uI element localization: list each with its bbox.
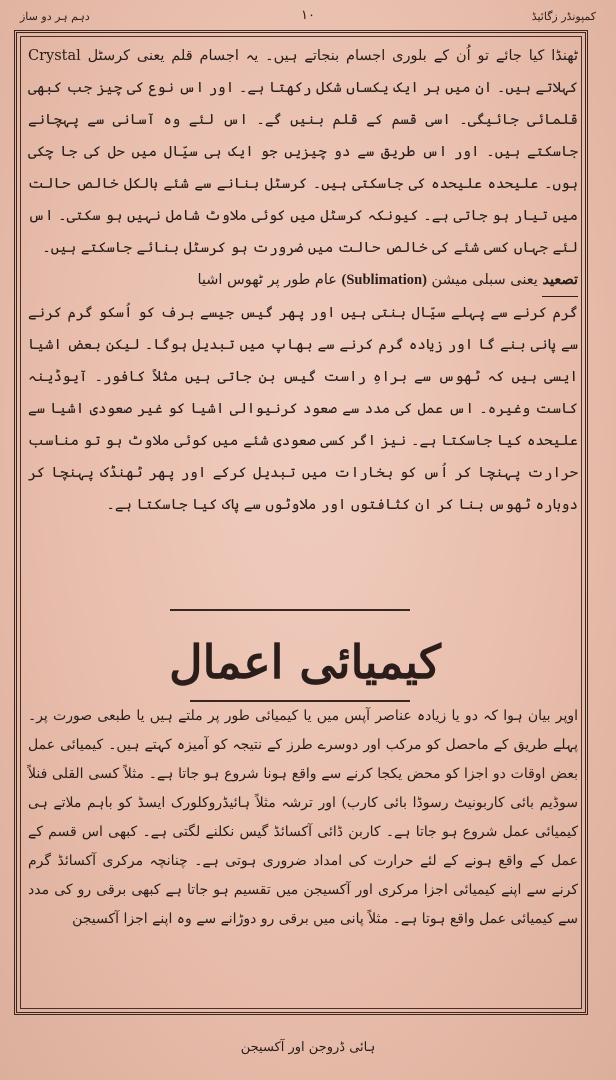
sublimation-line: [28, 264, 578, 297]
header-book-title: کمپونڈر زگائیڈ: [531, 10, 596, 23]
sublimation-intro: عام طور پر ٹھوس اشیا: [197, 272, 337, 288]
sublimation-paragraph: گرم کرنے سے پہلے سیّال بنتی ہیں اور پھر گیس جیسے برف کو اُسکو گرم کرنے سے پانی بنے گا اور زیادہ گرم کرنے سے بھاپ میں تبدیل ہوگا۔ لیکن بعض اشیا ایسی ہیں کہ ٹھوس سے براہِ راست گیس بن جاتی ہیں مثلاً کافور۔ آیوڈینہ کاست وغیرہ۔ اس عمل کی مدد سے صعود کرنیوالی اشیا کو غیر صعودی اشیا سے علیحدہ کیا جاسکتا ہے۔ نیز اگر کسی صعودی شئے میں کوئی ملاوٹ ہو تو مناسب حرارت پہنچا کر اُس کو بخارات میں تبدیل کرکے اور پھر ٹھنڈک پہنچا کر دوبارہ ٹھوس بنا کر ان کثافتوں اور ملاوٹوں سے پاک کیا جاسکتا ہے۔: [28, 305, 578, 513]
crystal-paragraph: ٹھنڈا کیا جائے تو اُن کے بلوری اجسام بنجاتے ہیں۔ یہ اجسام قلم یعنی کرسٹل Crystal کہلاتے ہیں۔ ان میں ہر ایک یکساں شکل رکھتا ہے۔ اور اس نوع کی چیز جب کبھی قلمائی جائیگی۔ اسی قسم کے قلم بنیں گے۔ اس لئے وہ آسانی سے پہچانے جاسکتے ہیں۔ اور اس طریق سے دو چیزیں جو ایک ہی سیّال میں حل کی جا چکی ہوں۔ علیحدہ علیحدہ کی جاسکتی ہیں۔ کرسٹل بنانے سے شئے بالکل خالص حالت میں تیار ہو جاتی ہے۔ کیونکہ کرسٹل میں کوئی ملاوٹ شامل نہیں ہو سکتی۔ اس لئے جہاں کسی شئے کی خالص حالت میں ضرورت ہو کرسٹل بنائے جاسکتے ہیں۔: [28, 48, 578, 256]
sublimation-urdu-term: یعنی سبلی میشن: [431, 272, 538, 288]
sublimation-label: تصعید: [542, 264, 578, 297]
header-chapter-title: دہم ہر دو ساز: [20, 10, 90, 23]
page-footer-catchword: ہائی ڈروجن اور آکسیجن: [240, 1040, 376, 1055]
heading-top-rule: [170, 609, 410, 611]
chemical-reactions-section: [28, 702, 578, 934]
section-heading: کیمیائی اعمال: [169, 635, 441, 689]
page-number: ۱۰: [301, 8, 315, 23]
sublimation-english-term: (Sublimation): [341, 272, 427, 288]
chemical-reactions-paragraph: اوپر بیان ہوا کہ دو یا زیادہ عناصر آپس میں یا کیمیائی طور پر ملتے ہیں یا طبعی صورت پر۔ پہلے طریق کے ماحصل کو مرکب اور دوسرے طرز کے نتیجہ کو آمیزہ کہتے ہیں۔ کیمیائی عمل بعض اوقات دو اجزا کو محض یکجا کرنے سے واقع ہونا شروع ہو جاتا ہے۔ مثلاً کسی القلی فنلاً سوڈیم بائی کاربونیٹ رسوڈا بائی کارب) اور ترشہ مثلاً ہائیڈروکلورک ایسڈ کو باہم ملاتے ہی کیمیائی عمل شروع ہو جاتا ہے۔ کاربن ڈائی آکسائڈ گیس نکلنے لگتی ہے۔ کبھی اس قسم کے عمل کے واقع ہونے کے لئے حرارت کی امداد ضروری ہوتی ہے۔ چنانچہ مرکری آکسائڈ گرم کرنے سے اپنے کیمیائی اجزا مرکری اور آکسیجن میں تقسیم ہو جاتا ہے کبھی برقی رو کی مدد سے کیمیائی عمل واقع ہوتا ہے۔ مثلاً پانی میں برقی رو دوڑانے سے وہ اپنے اجزا آکسیجن: [28, 708, 578, 927]
crystal-section: [28, 40, 578, 521]
page-header: [20, 6, 596, 30]
